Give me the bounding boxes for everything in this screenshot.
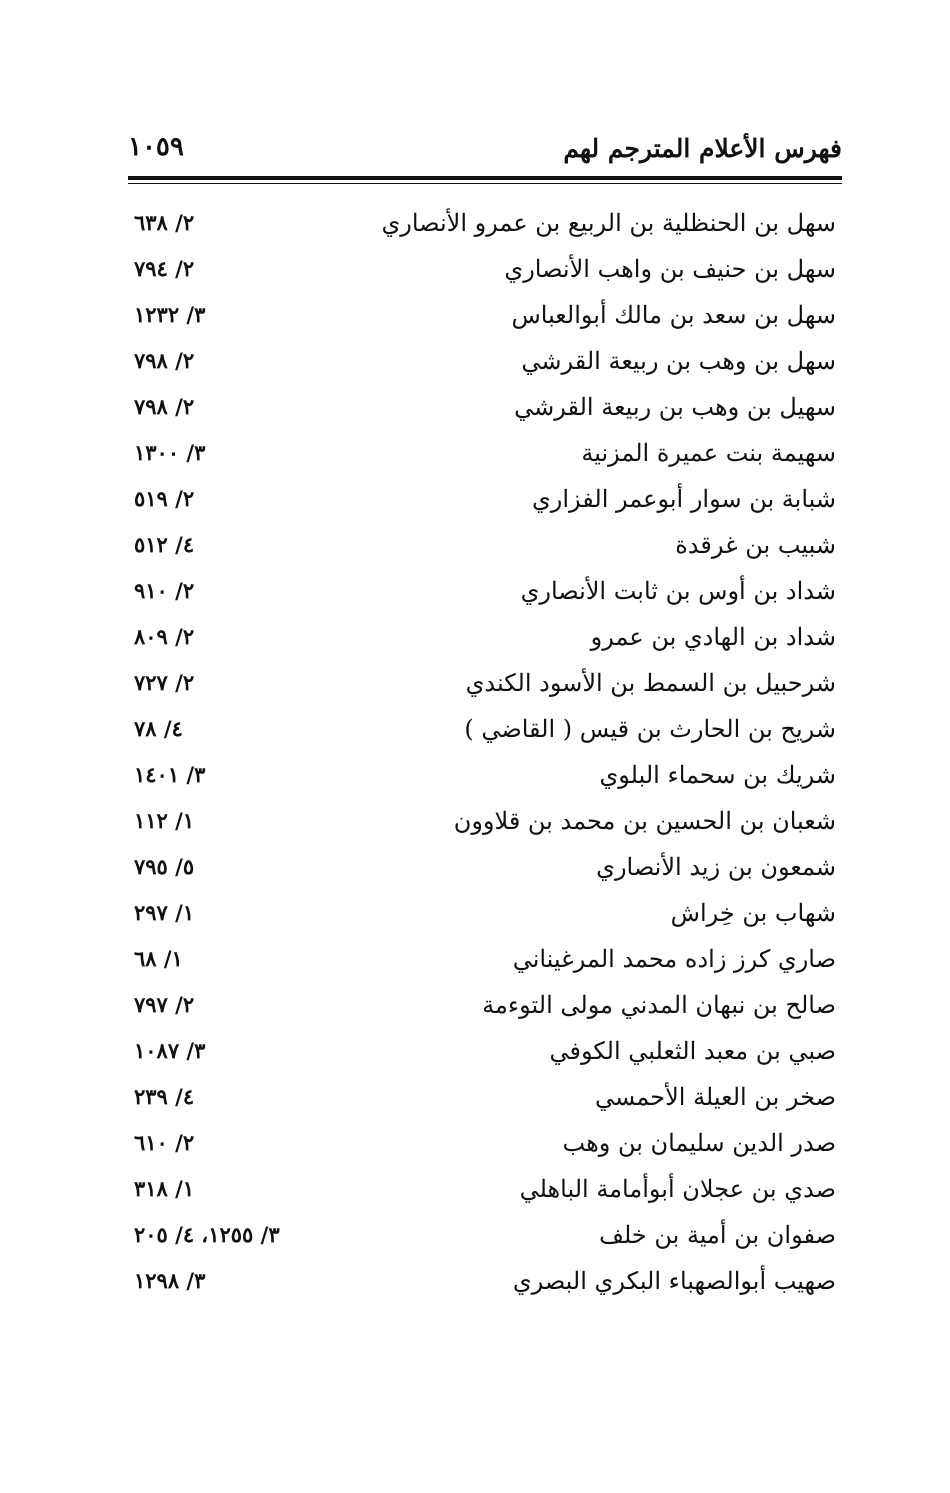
- index-entry: [128, 982, 842, 1028]
- index-entry: [128, 1028, 842, 1074]
- entry-reference: ٤/ ٧٨: [134, 716, 183, 741]
- entry-name: شريح بن الحارث بن قيس ( القاضي ): [464, 715, 836, 743]
- entry-name: سهل بن وهب بن ربيعة القرشي: [521, 347, 836, 375]
- index-entry: [128, 1120, 842, 1166]
- entry-name: صدر الدين سليمان بن وهب: [562, 1129, 836, 1157]
- entry-reference: ٢/ ٦١٠: [134, 1130, 195, 1155]
- index-entry: [128, 1212, 842, 1258]
- entry-reference: ١/ ٣١٨: [134, 1176, 195, 1201]
- entry-name: شداد بن الهادي بن عمرو: [590, 623, 836, 651]
- entry-name: سهل بن حنيف بن واهب الأنصاري: [504, 255, 836, 283]
- entry-reference: ٢/ ٧٩٨: [134, 348, 195, 373]
- header-rule-thick: [128, 176, 842, 180]
- entry-name: صالح بن نبهان المدني مولى التوءمة: [482, 991, 836, 1019]
- entry-reference: ٣/ ١٤٠١: [134, 762, 206, 787]
- entry-reference: ٢/ ٥١٩: [134, 486, 195, 511]
- entry-reference: ٢/ ٧٩٨: [134, 394, 195, 419]
- entry-name: شريك بن سحماء البلوي: [599, 761, 836, 789]
- entry-name: صهيب أبوالصهباء البكري البصري: [512, 1267, 836, 1295]
- entry-name: شداد بن أوس بن ثابت الأنصاري: [520, 577, 836, 605]
- entry-reference: ١/ ٢٩٧: [134, 900, 195, 925]
- index-entry: [128, 890, 842, 936]
- index-entry: [128, 660, 842, 706]
- entry-reference: ٤/ ٢٣٩: [134, 1084, 195, 1109]
- entry-name: صفوان بن أمية بن خلف: [599, 1221, 836, 1249]
- entry-name: سهيمة بنت عميرة المزنية: [581, 439, 836, 467]
- index-entry: [128, 430, 842, 476]
- entry-reference: ٥/ ٧٩٥: [134, 854, 195, 879]
- index-entry: [128, 706, 842, 752]
- entry-reference: ٢/ ٩١٠: [134, 578, 195, 603]
- entry-name: شعبان بن الحسين بن محمد بن قلاوون: [453, 807, 836, 835]
- index-entry: [128, 200, 842, 246]
- entry-name: شبيب بن غرقدة: [675, 531, 836, 559]
- entry-reference: ٤/ ٥١٢: [134, 532, 195, 557]
- page-header: [128, 128, 842, 172]
- entry-reference: ٣/ ١٢٩٨: [134, 1268, 206, 1293]
- entry-reference: ٢/ ٨٠٩: [134, 624, 195, 649]
- entry-reference: ٣/ ١٢٣٢: [134, 302, 206, 327]
- index-entry: [128, 522, 842, 568]
- index-entry: [128, 1074, 842, 1120]
- page-number: ١٠٥٩: [128, 132, 184, 162]
- index-entry: [128, 568, 842, 614]
- index-entry: [128, 798, 842, 844]
- entry-name: شهاب بن خِراش: [670, 899, 836, 927]
- entry-reference: ٢/ ٦٣٨: [134, 210, 195, 235]
- index-entry: [128, 292, 842, 338]
- index-entry: [128, 338, 842, 384]
- entry-reference: ٣/ ١٣٠٠: [134, 440, 206, 465]
- entry-name: شرحبيل بن السمط بن الأسود الكندي: [465, 669, 836, 697]
- entry-reference: ٢/ ٧٩٧: [134, 992, 195, 1017]
- entry-reference: ٣/ ١٢٥٥، ٤/ ٢٠٥: [134, 1222, 280, 1247]
- entry-name: صخر بن العيلة الأحمسي: [594, 1083, 836, 1111]
- entry-name: شبابة بن سوار أبوعمر الفزاري: [531, 485, 836, 513]
- entry-reference: ٢/ ٧٢٧: [134, 670, 195, 695]
- entry-name: صبي بن معبد الثعلبي الكوفي: [549, 1037, 836, 1065]
- index-entry: [128, 844, 842, 890]
- index-title: فهرس الأعلام المترجم لهم: [563, 134, 842, 163]
- index-entry: [128, 1258, 842, 1304]
- header-rule-thin: [128, 183, 842, 184]
- index-entry: [128, 614, 842, 660]
- entry-name: شمعون بن زيد الأنصاري: [596, 853, 836, 881]
- entry-name: صاري كرز زاده محمد المرغيناني: [512, 945, 836, 973]
- entry-reference: ٢/ ٧٩٤: [134, 256, 195, 281]
- index-entry: [128, 384, 842, 430]
- index-entries: [128, 200, 842, 1304]
- index-entry: [128, 752, 842, 798]
- index-entry: [128, 936, 842, 982]
- entry-name: سهل بن سعد بن مالك أبوالعباس: [511, 301, 836, 329]
- entry-reference: ١/ ٦٨: [134, 946, 183, 971]
- entry-reference: ٣/ ١٠٨٧: [134, 1038, 206, 1063]
- entry-reference: ١/ ١١٢: [134, 808, 195, 833]
- index-entry: [128, 476, 842, 522]
- entry-name: سهل بن الحنظلية بن الربيع بن عمرو الأنصاري: [381, 209, 836, 237]
- index-entry: [128, 1166, 842, 1212]
- entry-name: صدي بن عجلان أبوأمامة الباهلي: [519, 1175, 836, 1203]
- entry-name: سهيل بن وهب بن ربيعة القرشي: [514, 393, 836, 421]
- index-entry: [128, 246, 842, 292]
